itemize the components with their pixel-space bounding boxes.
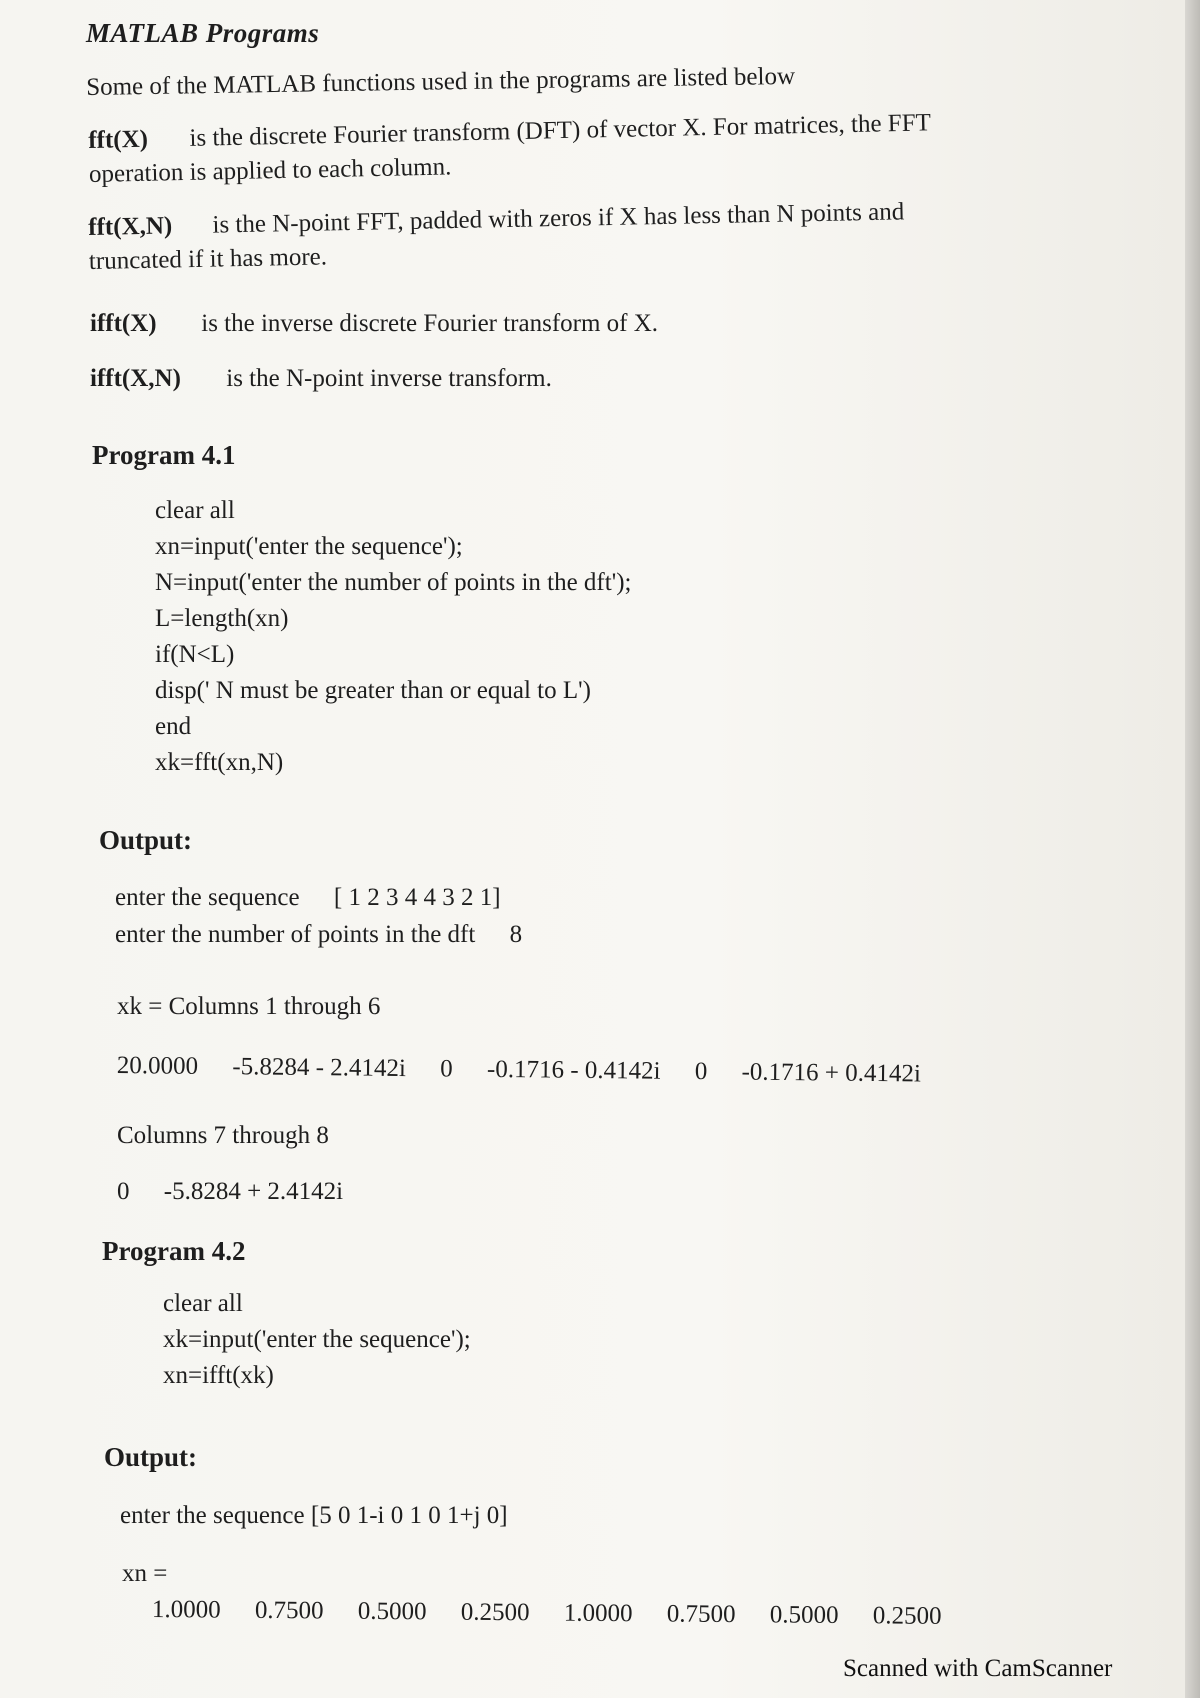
prompt-points	[115, 921, 522, 949]
code-line: if(N<L)	[155, 641, 235, 668]
program-4-1-code	[155, 493, 631, 781]
xk-header: xk = Columns 1 through 6	[117, 993, 381, 1020]
code-line: clear all	[155, 497, 235, 524]
xk-value: 0	[117, 1178, 130, 1205]
program-4-1-heading: Program 4.1	[92, 440, 236, 470]
xn-value: 0.7500	[254, 1596, 324, 1625]
xn-value: 0.7500	[666, 1600, 736, 1629]
code-line: L=length(xn)	[155, 605, 289, 632]
function-name: ifft(X)	[90, 310, 157, 337]
xk-value: -0.1716 + 0.4142i	[741, 1058, 922, 1088]
xk-value: 0	[694, 1058, 708, 1086]
xk-value: -5.8284 - 2.4142i	[232, 1053, 407, 1083]
code-line: N=input('enter the number of points in the dft');	[155, 569, 632, 596]
code-line: end	[155, 713, 192, 740]
prompt-label: enter the number of points in the dft	[115, 921, 476, 948]
xn-value: 0.5000	[357, 1597, 427, 1626]
xk-row-2	[117, 1178, 371, 1206]
code-line: xk=input('enter the sequence');	[163, 1326, 471, 1353]
function-desc-cont: operation is applied to each column.	[88, 153, 452, 188]
prompt-sequence-2: enter the sequence [5 0 1-i 0 1 0 1+j 0]	[120, 1502, 508, 1529]
function-ifft	[90, 310, 658, 338]
code-line: xn=input('enter the sequence');	[155, 533, 463, 560]
camscanner-watermark: Scanned with CamScanner	[843, 1655, 1113, 1682]
function-name: ifft(X,N)	[90, 365, 181, 392]
code-line: xk=fft(xn,N)	[155, 749, 284, 776]
prompt-value: [ 1 2 3 4 4 3 2 1]	[333, 884, 501, 911]
program-4-2-code	[163, 1286, 471, 1394]
function-ifft-n	[90, 365, 552, 393]
prompt-label: enter the sequence	[115, 884, 300, 911]
xn-value: 0.2500	[872, 1602, 942, 1630]
function-name: fft(X,N)	[88, 212, 173, 241]
code-line: clear all	[163, 1290, 243, 1317]
xn-value: 1.0000	[563, 1599, 633, 1628]
xk-value: 20.0000	[116, 1052, 199, 1080]
columns-header-2: Columns 7 through 8	[117, 1122, 329, 1149]
function-desc: is the N-point FFT, padded with zeros if X has less than N points and	[212, 198, 905, 239]
function-desc-cont: truncated if it has more.	[88, 243, 328, 275]
code-line: disp(' N must be greater than or equal to L')	[155, 677, 591, 704]
intro-text: Some of the MATLAB functions used in the programs are listed below	[86, 62, 796, 101]
function-name: fft(X)	[88, 125, 149, 154]
function-desc: is the N-point inverse transform.	[226, 365, 552, 392]
program-4-2-heading: Program 4.2	[102, 1236, 246, 1266]
page-title: MATLAB Programs	[86, 18, 320, 48]
page-edge-shadow	[1185, 0, 1200, 1698]
xk-value: -0.1716 - 0.4142i	[486, 1055, 661, 1085]
xk-value: -5.8284 + 2.4142i	[163, 1178, 344, 1205]
program-4-1-output-heading: Output:	[99, 825, 193, 855]
xn-value: 0.2500	[460, 1598, 530, 1627]
xn-value: 1.0000	[151, 1596, 221, 1624]
program-4-2-output-heading: Output:	[104, 1442, 198, 1472]
xn-value: 0.5000	[769, 1601, 839, 1629]
xn-header: xn =	[122, 1560, 168, 1587]
function-desc: is the inverse discrete Fourier transform of X.	[201, 310, 659, 337]
prompt-sequence	[115, 884, 501, 912]
prompt-value: 8	[509, 921, 523, 948]
function-desc: is the discrete Fourier transform (DFT) of vector X. For matrices, the FFT	[189, 109, 932, 152]
code-line: xn=ifft(xk)	[163, 1362, 274, 1389]
xk-value: 0	[440, 1055, 453, 1083]
